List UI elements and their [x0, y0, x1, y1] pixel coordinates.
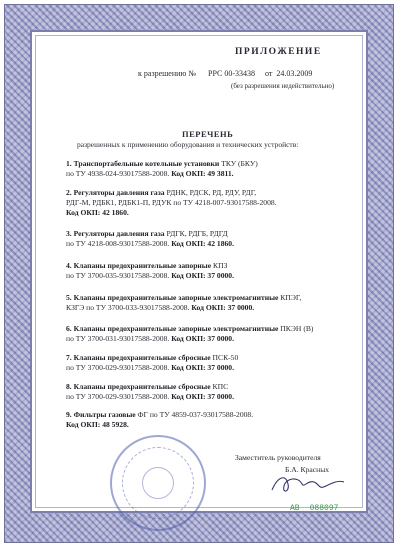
item-name: Фильтры газовые	[73, 410, 136, 419]
item-name: Регуляторы давления газа	[73, 188, 165, 197]
item-model: РДНК, РДСК, РД, РДУ, РДГ,	[166, 188, 257, 197]
item-model: КПЭГ,	[280, 293, 302, 302]
item-model: КПЗ	[213, 261, 228, 270]
permit-label: к разрешению №	[138, 69, 197, 78]
list-item-spec: по ТУ 3700-031-93017588-2008. Код ОКП: 37 0000.	[66, 334, 234, 343]
list-item: 2. Регуляторы давления газа РДНК, РДСК, РД, РДУ, РДГ,	[66, 188, 257, 197]
permit-date: 24.03.2009	[276, 69, 313, 78]
list-item-code	[66, 421, 129, 429]
item-code: Код ОКП: 37 0000.	[171, 363, 234, 372]
list-item: 7. Клапаны предохранительные сбросные ПСК-50	[66, 353, 239, 362]
list-item-spec: по ТУ 4218-008-93017588-2008. Код ОКП: 42 1860.	[66, 239, 234, 248]
item-code: Код ОКП: 37 0000.	[191, 303, 255, 312]
permit-line	[138, 70, 312, 78]
item-model: ПКЭН (В)	[280, 324, 314, 333]
item-code: Код ОКП: 42 1860.	[171, 239, 234, 248]
list-subtitle: разрешенных к применению оборудования и технических устройств:	[77, 140, 299, 149]
list-item: 6. Клапаны предохранительные запорные электромагнитные ПКЭН (В)	[66, 324, 314, 333]
list-item-spec: РДГ-М, РДБК1, РДБК1-П, РДУК по ТУ 4218-007-93017588-2008.	[66, 198, 277, 207]
list-item: 4. Клапаны предохранительные запорные КПЗ	[66, 261, 228, 270]
signer-name: Б.А. Красных	[285, 465, 330, 474]
item-name: Клапаны предохранительные запорные	[73, 261, 212, 270]
appendix-title: ПРИЛОЖЕНИЕ	[235, 47, 322, 57]
list-item: 1. Транспортабельные котельные установки ТКУ (БКУ)	[66, 159, 258, 168]
list-item-spec: по ТУ 3700-035-93017588-2008. Код ОКП: 37 0000.	[66, 271, 234, 280]
item-model: ПСК-50	[212, 353, 239, 362]
item-name: Клапаны предохранительные сбросные	[73, 382, 211, 391]
item-name: Клапаны предохранительные запорные электромагнитные	[73, 324, 279, 333]
item-model: РДГК, РДГБ, РДГД	[166, 229, 228, 238]
list-item: 8. Клапаны предохранительные сбросные КПС	[66, 382, 229, 391]
list-item: 9. Фильтры газовые ФГ по ТУ 4859-037-93017588-2008.	[66, 410, 254, 419]
serial-number: АВ 088097	[290, 504, 339, 513]
permit-number: РРС 00-33438	[208, 69, 256, 78]
item-name: Клапаны предохранительные запорные электромагнитные	[73, 293, 279, 302]
handwritten-signature	[268, 470, 348, 498]
list-item: 5. Клапаны предохранительные запорные электромагнитные КПЭГ,	[66, 293, 302, 302]
item-model: ТКУ (БКУ)	[221, 159, 258, 168]
item-name: Регуляторы давления газа	[73, 229, 165, 238]
signer-title: Заместитель руководителя	[235, 453, 321, 462]
list-item-spec: по ТУ 4938-024-93017588-2008. Код ОКП: 49 3811.	[66, 169, 234, 178]
item-model: КПС	[212, 382, 229, 391]
item-code: Код ОКП: 37 0000.	[171, 392, 234, 401]
item-code: Код ОКП: 37 0000.	[171, 334, 234, 343]
item-code: Код ОКП: 48 5928.	[66, 420, 129, 429]
item-code: Код ОКП: 42 1860.	[66, 208, 129, 217]
item-code: Код ОКП: 37 0000.	[171, 271, 234, 280]
list-item-spec: по ТУ 3700-029-93017588-2008. Код ОКП: 37 0000.	[66, 363, 234, 372]
permit-note: (без разрешения недействительно)	[231, 82, 335, 90]
list-title: ПЕРЕЧЕНЬ	[182, 129, 234, 139]
item-code: Код ОКП: 49 3811.	[171, 169, 234, 178]
list-item-spec: КЗГЭ по ТУ 3700-033-93017588-2008. Код ОКП: 37 0000.	[66, 303, 255, 312]
item-model: ФГ по ТУ 4859-037-93017588-2008.	[137, 410, 254, 419]
official-seal-stamp	[110, 435, 206, 531]
permit-date-prep: от	[265, 69, 273, 78]
list-item-spec: по ТУ 3700-029-93017588-2008. Код ОКП: 37 0000.	[66, 392, 234, 401]
list-item-code	[66, 209, 129, 217]
item-name: Клапаны предохранительные сбросные	[73, 353, 211, 362]
item-name: Транспортабельные котельные установки	[73, 159, 220, 168]
list-item: 3. Регуляторы давления газа РДГК, РДГБ, РДГД	[66, 229, 228, 238]
